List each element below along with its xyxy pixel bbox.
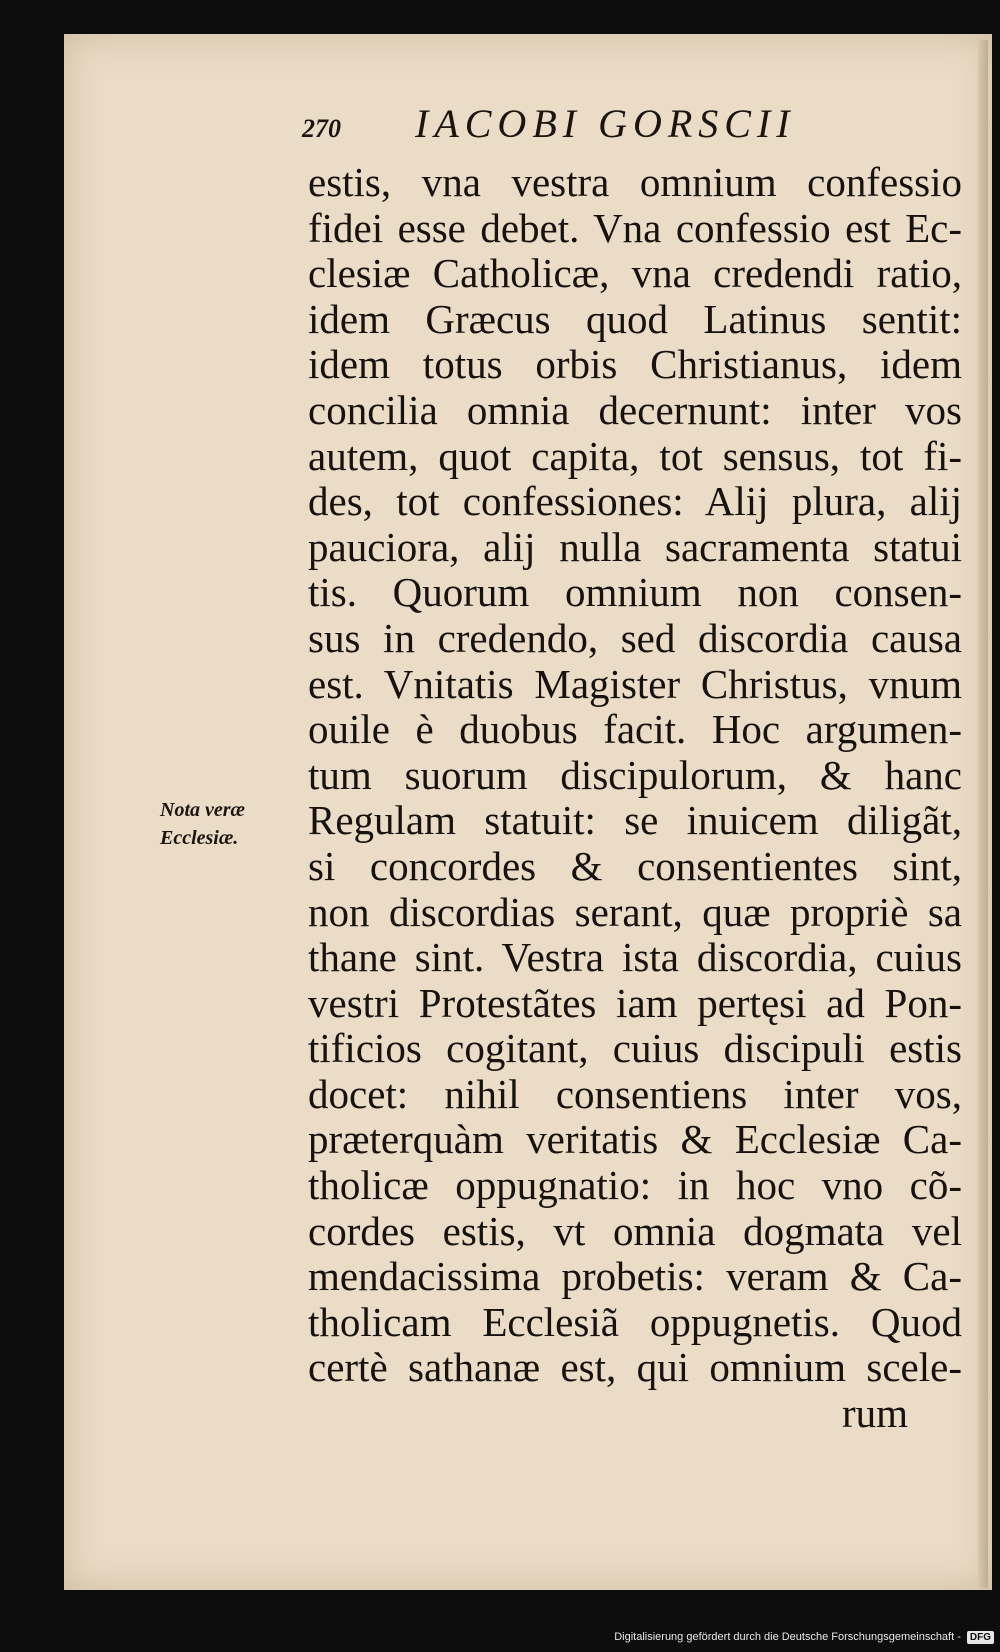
marginal-note-line: Ecclesiæ. — [160, 827, 239, 849]
text-line: Regulam statuit: se inuicem diligãt, — [308, 797, 962, 844]
page-edge — [978, 40, 988, 1588]
text-line: cordes estis, vt omnia dogmata vel — [308, 1207, 962, 1254]
page-header — [302, 100, 872, 156]
text-line: est. Vnitatis Magister Christus, vnum — [308, 660, 962, 707]
text-line: estis, vna vestra omnium confessio — [308, 159, 962, 205]
text-line: docet: nihil consentiens inter vos, — [308, 1070, 962, 1117]
text-line: ouile è duobus facit. Hoc argumen- — [308, 706, 962, 753]
text-line: non discordias serant, quæ propriè sa — [308, 888, 962, 935]
page-number: 270 — [302, 114, 341, 143]
text-line: idem Græcus quod Latinus sentit: — [308, 295, 962, 342]
text-line: sus in credendo, sed discordia causa — [308, 614, 962, 661]
text-line: tum suorum discipulorum, & hanc — [308, 751, 962, 798]
text-line: tis. Quorum omnium non consen- — [308, 569, 962, 616]
text-line: tholicæ oppugnatio: in hoc vno cõ- — [308, 1162, 962, 1209]
text-line: tificios cogitant, cuius discipuli estis — [308, 1025, 962, 1072]
text-line: autem, quot capita, tot sensus, tot fi- — [308, 432, 962, 479]
text-line: pauciora, alij nulla sacramenta statui — [308, 523, 962, 570]
body-text — [308, 160, 962, 1437]
digitization-credit — [614, 1628, 994, 1646]
text-line: tholicam Ecclesiã oppugnetis. Quod — [308, 1298, 962, 1345]
text-line: fidei esse debet. Vna confessio est Ec- — [308, 204, 962, 251]
catchword: rum — [841, 1390, 908, 1437]
text-line: præterquàm veritatis & Ecclesiæ Ca- — [308, 1116, 962, 1163]
text-line: concilia omnia decernunt: inter vos — [308, 386, 962, 433]
credit-text: Digitalisierung gefördert durch die Deutsche Forschungsgemeinschaft - — [614, 1631, 961, 1643]
text-line: vestri Protestãtes iam pertęsi ad Pon- — [308, 979, 962, 1026]
dfg-logo: DFG — [967, 1631, 994, 1644]
running-title: IACOBI GORSCII — [415, 101, 796, 146]
text-line: si concordes & consentientes sint, — [308, 842, 962, 889]
marginal-note-line: Nota veræ — [160, 799, 245, 821]
text-line: idem totus orbis Christianus, idem — [308, 341, 962, 388]
text-line: certè sathanæ est, qui omnium scele- — [308, 1344, 962, 1391]
text-line: thane sint. Vestra ista discordia, cuius — [308, 934, 962, 981]
text-line: mendacissima probetis: veram & Ca- — [308, 1253, 962, 1300]
text-line: clesiæ Catholicæ, vna credendi ratio, — [308, 250, 962, 297]
text-line: des, tot confessiones: Alij plura, alij — [308, 478, 962, 525]
marginal-note — [160, 796, 300, 852]
